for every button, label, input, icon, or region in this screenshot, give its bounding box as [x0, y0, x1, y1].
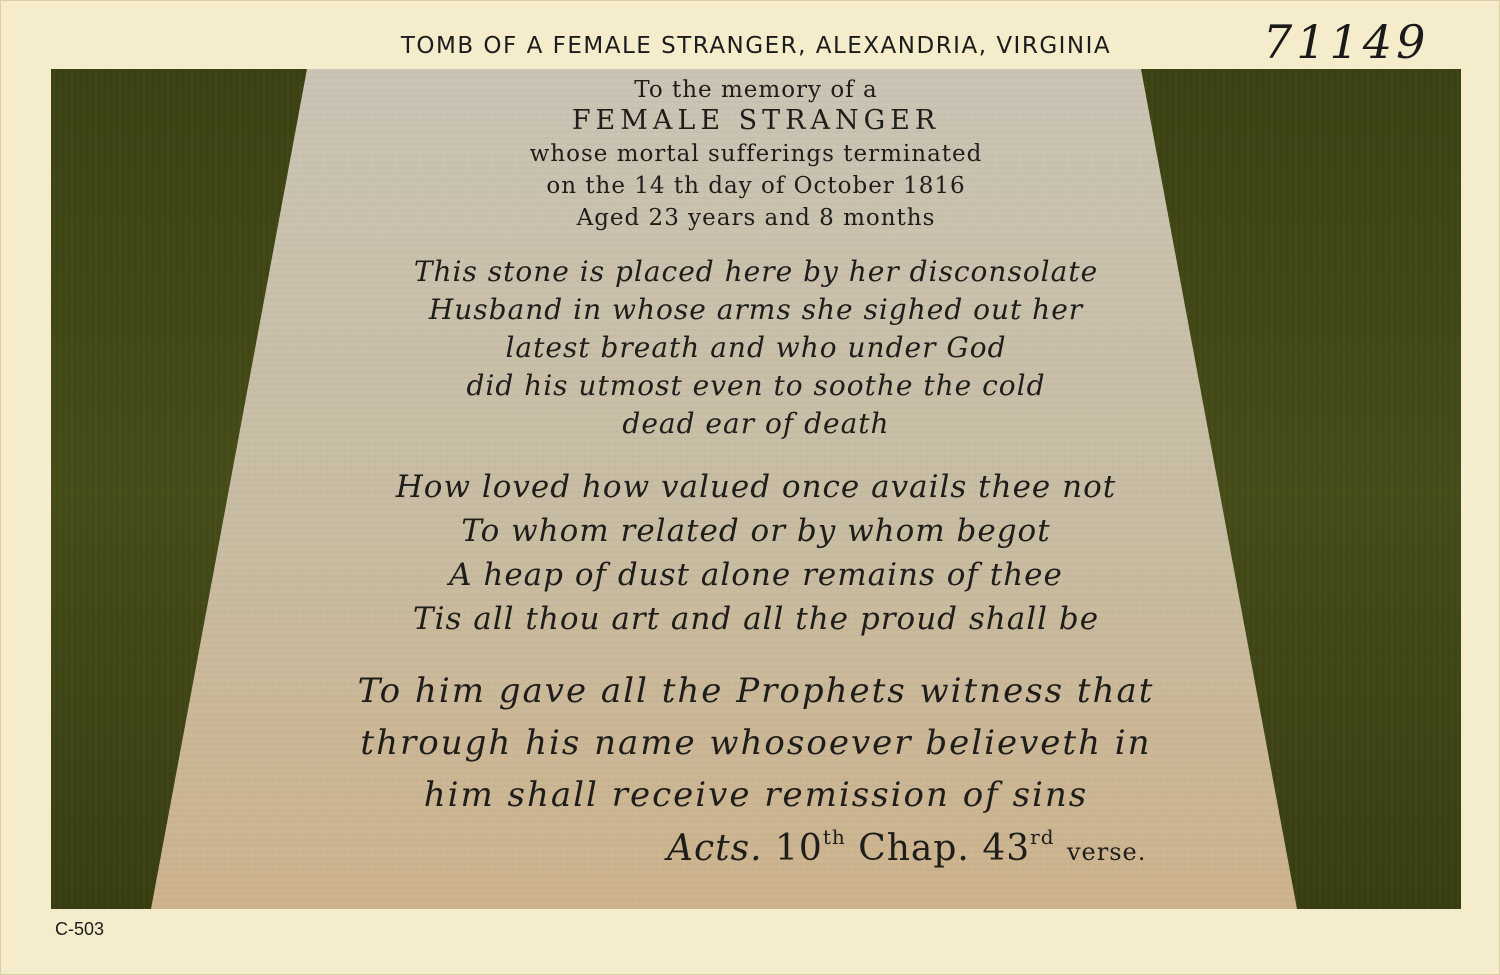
scripture-line-3: him shall receive remission of sins — [423, 775, 1089, 815]
ref-chapter-sup: th — [822, 825, 846, 849]
inscription-line-10: dead ear of death — [622, 407, 890, 440]
inscription-age: Aged 23 years and 8 months — [576, 205, 936, 231]
ref-chap: Chap. — [858, 828, 970, 869]
scripture-line-2: through his name whosoever believeth in — [360, 723, 1152, 763]
epitaph-line-4: Tis all thou art and all the proud shall be — [412, 601, 1100, 637]
ref-book: Acts. — [667, 828, 763, 869]
ref-chapter: 10 — [775, 828, 823, 869]
postcard-title: TOMB OF A FEMALE STRANGER, ALEXANDRIA, VIRGINIA — [400, 33, 1112, 59]
printed-catalog-number: C-503 — [55, 919, 105, 939]
scripture-line-1: To him gave all the Prophets witness that — [357, 671, 1155, 711]
tomb-scene — [51, 69, 1461, 909]
inscription-line-1: To the memory of a — [634, 77, 878, 103]
ref-end: verse. — [1066, 838, 1147, 866]
inscription-line-6: This stone is placed here by her disconsolate — [413, 255, 1099, 288]
inscription-line-7: Husband in whose arms she sighed out her — [428, 293, 1084, 326]
inscription-heading: FEMALE STRANGER — [571, 105, 941, 136]
handwritten-catalog-number: 71149 — [1263, 15, 1430, 69]
scripture-reference — [667, 825, 1146, 869]
inscription-date: on the 14 th day of October 1816 — [546, 173, 966, 199]
inscription-line-3: whose mortal sufferings terminated — [529, 141, 983, 167]
epitaph-line-3: A heap of dust alone remains of thee — [449, 557, 1063, 593]
ref-verse: 43 — [982, 828, 1031, 869]
epitaph-line-1: How loved how valued once avails thee not — [395, 469, 1117, 505]
ref-verse-sup: rd — [1030, 825, 1055, 849]
inscription-line-9: did his utmost even to soothe the cold — [466, 369, 1046, 402]
epitaph-line-2: To whom related or by whom begot — [461, 513, 1051, 549]
inscription-line-8: latest breath and who under God — [505, 331, 1007, 364]
